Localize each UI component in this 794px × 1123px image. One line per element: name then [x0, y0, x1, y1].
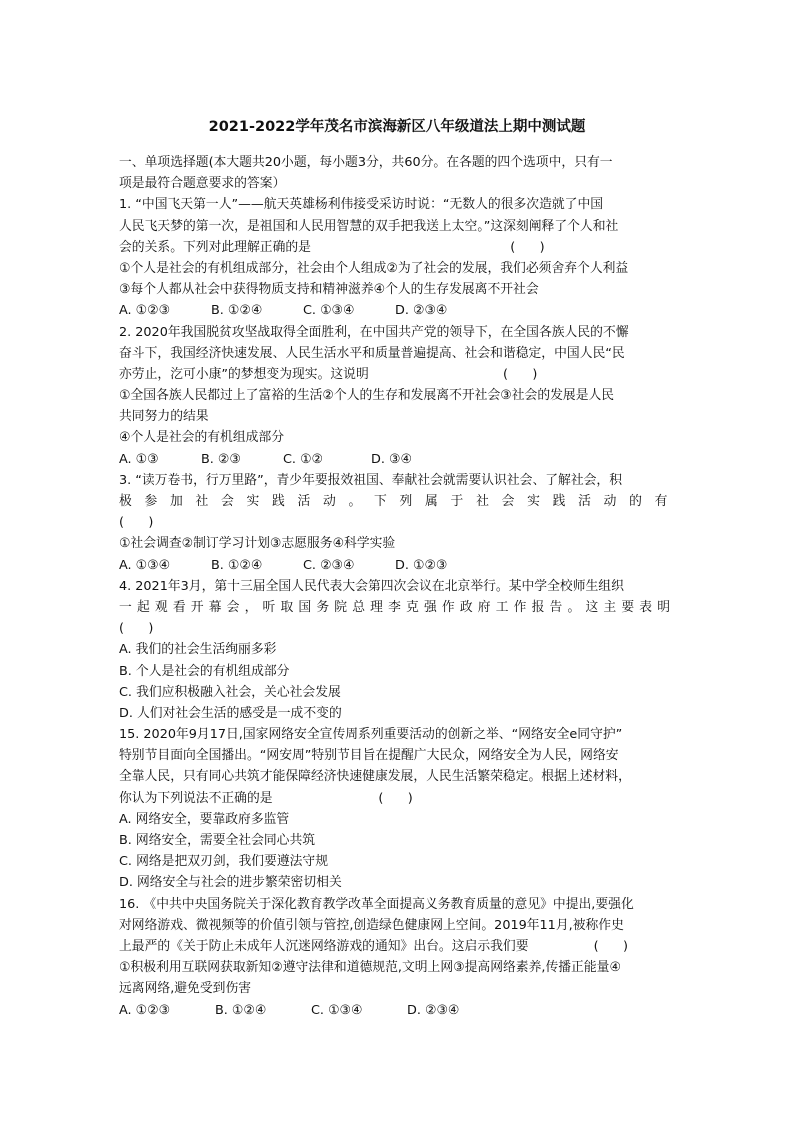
answer-options — [119, 449, 675, 470]
option-b: B. 网络安全，需要全社会同心共筑 — [119, 833, 316, 848]
option-a: A. ①③ — [119, 451, 159, 467]
question-stem-line: 你认为下列说法不正确的是 ( ) — [119, 790, 413, 806]
section-heading-line: 一、单项选择题(本大题共20小题，每小题3分，共60分。在各题的四个选项中，只有一 — [119, 155, 613, 170]
option-d: D. ②③④ — [407, 1002, 460, 1018]
option-a: A. ①②③ — [119, 1002, 171, 1018]
question-stem-line: 4. 2021年3月，第十三届全国人民代表大会第四次会议在北京举行。某中学全校师生组织 — [119, 578, 624, 594]
option-c: C. ②③④ — [303, 557, 355, 573]
question-stem-line: 奋斗下，我国经济快速发展、人民生活水平和质量普遍提高、社会和谐稳定，中国人民“民 — [119, 345, 625, 361]
question-16 — [119, 894, 675, 1021]
option-c: C. 我们应积极融入社会，关心社会发展 — [119, 684, 341, 700]
question-3 — [119, 470, 675, 576]
option-a: A. ①③④ — [119, 557, 171, 573]
option-d: D. 人们对社会生活的感受是一成不变的 — [119, 705, 342, 721]
question-statement-line: ④个人是社会的有机组成部分 — [119, 430, 285, 446]
question-4 — [119, 576, 675, 724]
question-stem-line: 会的关系。下列对此理解正确的是 ( ) — [119, 239, 545, 255]
option-b: B. ①②④ — [211, 557, 263, 573]
option-b: B. 个人是社会的有机组成部分 — [119, 663, 290, 679]
question-1 — [119, 194, 675, 321]
question-stem-line: ( ) — [119, 515, 154, 531]
option-c: C. ①② — [283, 451, 324, 467]
section-heading — [119, 152, 675, 194]
answer-options — [119, 555, 675, 576]
exam-page — [119, 116, 675, 1021]
question-statement-line: ③每个人都从社会中获得物质支持和精神滋养④个人的生存发展离不开社会 — [119, 282, 539, 298]
question-statement-line: 共同努力的结果 — [119, 409, 209, 425]
option-a: A. 网络安全，要靠政府多监管 — [119, 811, 290, 827]
question-stem-line: 15. 2020年9月17日,国家网络安全宣传周系列重要活动的创新之举、“网络安全e同守护” — [119, 727, 623, 743]
question-stem-line: 2. 2020年我国脱贫攻坚战取得全面胜利，在中国共产党的领导下，在全国各族人民的不懈 — [119, 324, 629, 340]
question-stem-line: 人民飞天梦的第一次，是祖国和人民用智慧的双手把我送上太空。”这深刻阐释了个人和社 — [119, 218, 619, 234]
question-stem-line: 3. “读万卷书，行万里路”，青少年要报效祖国、奉献社会就需要认识社会、了解社会，积 — [119, 472, 623, 488]
option-a: A. 我们的社会生活绚丽多彩 — [119, 642, 277, 658]
question-stem-line: 全靠人民，只有同心共筑才能保障经济快速健康发展，人民生活繁荣稳定。根据上述材料， — [119, 769, 631, 785]
question-stem-line: 1. “中国飞天第一人”——航天英雄杨利伟接受采访时说：“无数人的很多次造就了中国 — [119, 197, 604, 213]
option-d: D. ①②③ — [395, 557, 448, 573]
question-15 — [119, 724, 675, 894]
option-d: D. 网络安全与社会的进步繁荣密切相关 — [119, 875, 342, 891]
answer-options — [119, 1000, 675, 1021]
option-d: D. ③④ — [371, 451, 412, 467]
option-b: B. ②③ — [201, 451, 241, 467]
exam-title: 2021-2022学年茂名市滨海新区八年级道法上期中测试题 — [208, 119, 586, 135]
question-stem-line: 亦劳止，汔可小康”的梦想变为现实。这说明 ( ) — [119, 366, 538, 382]
answer-options — [119, 300, 675, 321]
option-c: C. ①③④ — [303, 303, 355, 319]
question-stem-line: 极参加社会实践活动。下列属于社会实践活动的有 — [119, 494, 675, 509]
question-stem-line: 上最严的《关于防止未成年人沉迷网络游戏的通知》出台。这启示我们要 ( ) — [119, 938, 628, 954]
question-statement-line: ①个人是社会的有机组成部分，社会由个人组成②为了社会的发展，我们必须舍弃个人利益 — [119, 260, 629, 276]
option-b: B. ①②④ — [211, 303, 263, 319]
option-a: A. ①②③ — [119, 303, 171, 319]
question-stem-line: 对网络游戏、微视频等的价值引领与管控,创造绿色健康网上空间。2019年11月,被称作史 — [119, 917, 624, 933]
question-statement-line: ①社会调查②制订学习计划③志愿服务④科学实验 — [119, 536, 396, 552]
option-d: D. ②③④ — [395, 303, 448, 319]
question-stem-line: ( ) — [119, 621, 154, 637]
question-statement-line: ①全国各族人民都过上了富裕的生活②个人的生存和发展离不开社会③社会的发展是人民 — [119, 388, 615, 404]
question-2 — [119, 322, 675, 470]
option-c: C. ①③④ — [311, 1002, 363, 1018]
section-heading-line: 项是最符合题意要求的答案） — [119, 176, 286, 192]
option-c: C. 网络是把双刃剑，我们要遵法守规 — [119, 854, 329, 870]
question-stem-line: 特别节目面向全国播出。“网安周”特别节目旨在提醒广大民众，网络安全为人民，网络安 — [119, 748, 619, 764]
option-b: B. ①②④ — [215, 1002, 267, 1018]
question-statement-line: 远离网络,避免受到伤害 — [119, 981, 252, 997]
question-statement-line: ①积极利用互联网获取新知②遵守法律和道德规范,文明上网③提高网络素养,传播正能量④ — [119, 960, 621, 976]
question-stem-line: 一起观看开幕会，听取国务院总理李克强作政府工作报告。这主要表明 — [119, 599, 675, 615]
question-stem-line: 16. 《中共中央国务院关于深化教育教学改革全面提高义务教育质量的意见》中提出,要强化 — [119, 896, 634, 912]
